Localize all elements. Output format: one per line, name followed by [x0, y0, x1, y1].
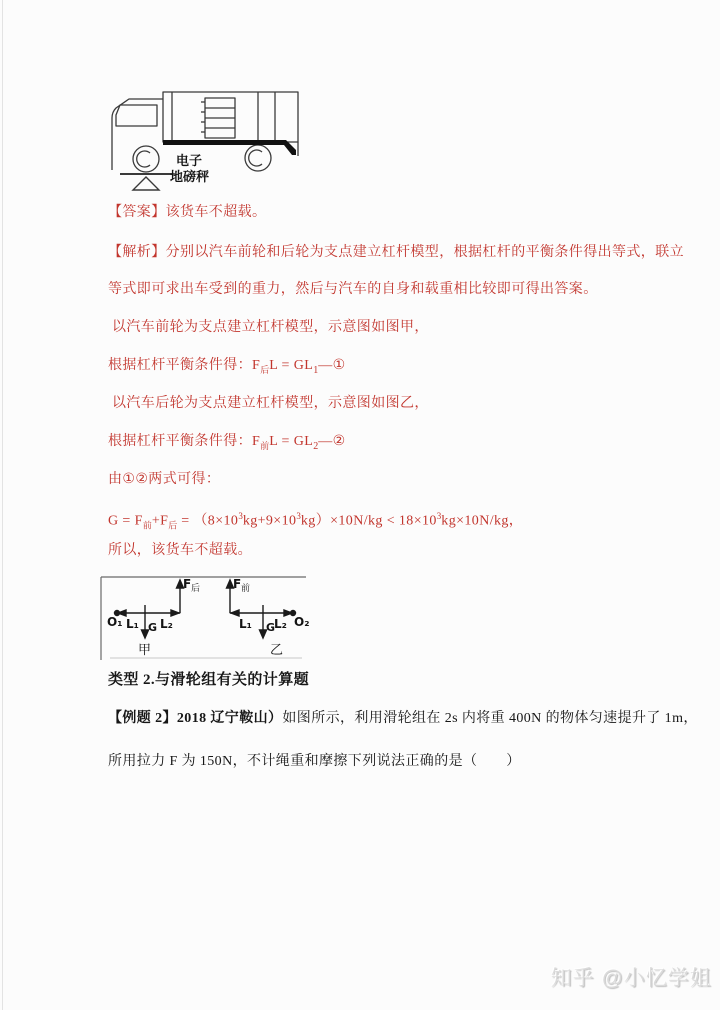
truck-cab-outline	[112, 99, 163, 170]
caption-yi: 乙	[270, 643, 284, 658]
section-heading: 类型 2.与滑轮组有关的计算题	[108, 672, 310, 688]
label-jia-g: G	[148, 621, 158, 634]
equation-1-text: 根据杠杆平衡条件得：F	[108, 358, 261, 373]
equation-1-subscript-cn: 后	[260, 364, 270, 375]
analysis-line-2: 等式即可求出车受到的重力，然后与汽车的自身和载重相比较即可得出答案。	[108, 282, 598, 297]
equation-3-text-4: kg+9×10	[242, 513, 297, 529]
lever-diagram	[100, 570, 310, 664]
equation-3-text-5: kg）×10N/kg < 18×10	[300, 513, 437, 529]
truck-illustration	[100, 82, 320, 200]
equation-1	[108, 356, 346, 381]
equation-3-text-6: kg×10N/kg，	[441, 513, 524, 529]
label-o2: O₂	[294, 615, 310, 629]
truck-window	[116, 105, 157, 126]
answer-line: 【答案】该货车不超载。	[108, 205, 267, 220]
equation-3-sub-front: 前	[142, 520, 152, 531]
label-jia-force-sub: 后	[191, 584, 201, 594]
lever-figure	[100, 570, 310, 664]
equation-2-subscript-cn: 前	[260, 440, 270, 451]
equation-3-exp-2: 3	[296, 511, 301, 521]
equation-2	[108, 432, 346, 457]
equation-3-exp-1: 3	[238, 511, 243, 521]
label-yi-force-sub: 前	[241, 584, 251, 594]
combine-line: 由①②两式可得：	[108, 472, 221, 487]
label-jia-l1: L₁	[126, 617, 139, 631]
weighbridge-label-2: 地磅秤	[170, 170, 210, 185]
equation-2-tag: —②	[318, 434, 346, 449]
equation-3-text-3: = （8×10	[177, 513, 239, 529]
step-1-line: 以汽车前轮为支点建立杠杆模型，示意图如图甲，	[112, 320, 429, 335]
label-jia-force: F	[183, 577, 192, 591]
label-jia-l2: L₂	[160, 617, 173, 631]
step-2-line: 以汽车后轮为支点建立杠杆模型，示意图如图乙，	[112, 396, 429, 411]
example-line-1	[108, 709, 698, 729]
equation-3	[108, 506, 523, 535]
equation-1-tag: —①	[318, 358, 346, 373]
equation-3-exp-3: 3	[436, 511, 442, 521]
equation-2-text: 根据杠杆平衡条件得：F	[108, 434, 261, 449]
equation-2-text-2: L = GL	[269, 434, 314, 449]
label-yi-force: F	[233, 577, 242, 591]
label-yi-g: G	[266, 621, 276, 634]
conclusion-line: 所以，该货车不超载。	[108, 543, 252, 558]
equation-3-text: G = F	[108, 513, 143, 529]
label-yi-l2: L₂	[274, 617, 287, 631]
weighbridge-label-1: 电子	[176, 154, 203, 169]
label-yi-l1: L₁	[239, 617, 252, 631]
analysis-line-1: 【解析】分别以汽车前轮和后轮为支点建立杠杆模型，根据杠杆的平衡条件得出等式，联立	[108, 245, 684, 260]
equation-3-text-2: +F	[151, 513, 169, 529]
equation-1-subscript-digit: 1	[313, 364, 319, 376]
equation-2-subscript-digit: 2	[313, 440, 319, 452]
equation-3-sub-rear: 后	[168, 520, 178, 531]
example-tag: 【例题 2】2018 辽宁鞍山）	[108, 711, 283, 726]
truck-figure	[100, 82, 320, 200]
zhihu-watermark: 知乎 @小忆学姐	[550, 967, 712, 990]
equation-1-text-2: L = GL	[269, 358, 314, 373]
example-line-2: 所用拉力 F 为 150N，不计绳重和摩擦下列说法正确的是（ ）	[108, 754, 521, 769]
weighbridge	[120, 174, 172, 190]
example-statement: 如图所示，利用滑轮组在 2s 内将重 400N 的物体匀速提升了 1m，	[282, 711, 698, 726]
scan-edge-line	[2, 0, 3, 1010]
truck-cargo-box	[163, 92, 298, 142]
caption-jia: 甲	[138, 643, 152, 658]
truck-chassis	[163, 140, 296, 155]
label-o1: O₁	[107, 615, 123, 629]
